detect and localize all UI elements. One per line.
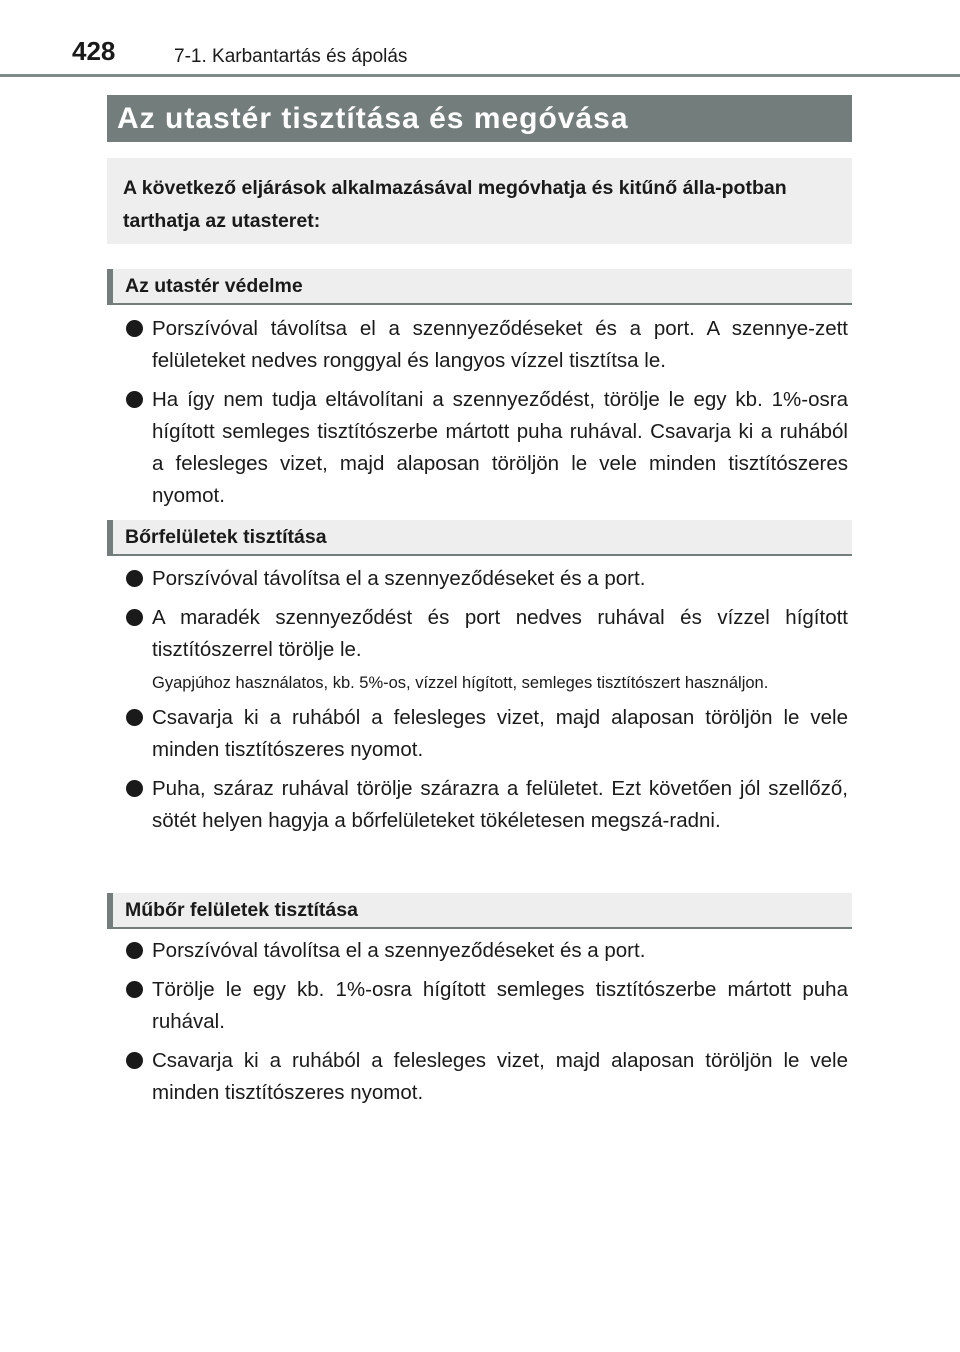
section-heading-text: Az utastér védelme [125, 274, 303, 297]
list-item [126, 602, 848, 666]
bullet-icon [126, 1052, 143, 1069]
list-item-text: Ha így nem tudja eltávolítani a szennyeződést, törölje le egy kb. 1%-osra hígított semleges tisztítószerbe mártott puha ruhával. Csavarja ki a ruhából a felesleges vizet, majd alaposan töröljön le vele minden tisztítószeres nyomot. [152, 388, 848, 507]
section-list-synthetic-leather [126, 935, 848, 1116]
section-heading-synthetic-leather [107, 893, 852, 929]
list-item-text: Csavarja ki a ruhából a felesleges vizet, majd alaposan töröljön le vele minden tisztítószeres nyomot. [152, 706, 848, 761]
list-item [126, 313, 848, 377]
intro-box [107, 158, 852, 244]
list-item [126, 1045, 848, 1109]
section-list-leather [126, 563, 848, 844]
list-item [126, 384, 848, 512]
page-title-bar [107, 95, 852, 142]
bullet-icon [126, 609, 143, 626]
bullet-icon [126, 709, 143, 726]
intro-text: A következő eljárások alkalmazásával megóvhatja és kitűnő álla-potban tarthatja az utasteret: [123, 177, 787, 232]
list-item [126, 974, 848, 1038]
bullet-icon [126, 942, 143, 959]
page-header [0, 0, 960, 80]
header-divider [0, 74, 960, 77]
list-item-text: A maradék szennyeződést és port nedves ruhával és vízzel hígított tisztítószerrel törölje le. [152, 606, 848, 661]
page-title: Az utastér tisztítása és megóvása [117, 101, 629, 135]
list-item [126, 702, 848, 766]
list-item-text: Porszívóval távolítsa el a szennyeződéseket és a port. [152, 567, 646, 590]
bullet-icon [126, 320, 143, 337]
list-item-text: Csavarja ki a ruhából a felesleges vizet, majd alaposan töröljön le vele minden tisztítószeres nyomot. [152, 1049, 848, 1104]
list-item-text: Puha, száraz ruhával törölje szárazra a felületet. Ezt követően jól szellőző, sötét helyen hagyja a bőrfelületeket tökéletesen megszá-radni. [152, 777, 848, 832]
section-heading-leather [107, 520, 852, 556]
section-list-protection [126, 313, 848, 519]
chapter-title: 7-1. Karbantartás és ápolás [174, 46, 408, 67]
section-heading-text: Bőrfelületek tisztítása [125, 525, 327, 548]
bullet-icon [126, 391, 143, 408]
page-number: 428 [72, 36, 116, 66]
list-item [126, 773, 848, 837]
list-item-text: Törölje le egy kb. 1%-osra hígított semleges tisztítószerbe mártott puha ruhával. [152, 978, 848, 1033]
list-item-text: Porszívóval távolítsa el a szennyeződéseket és a port. [152, 939, 646, 962]
list-item [126, 935, 848, 967]
bullet-icon [126, 780, 143, 797]
section-heading-text: Műbőr felületek tisztítása [125, 898, 358, 921]
bullet-icon [126, 570, 143, 587]
list-item [126, 563, 848, 595]
section-heading-protection [107, 269, 852, 305]
note-text: Gyapjúhoz használatos, kb. 5%-os, vízzel hígított, semleges tisztítószert használjon. [152, 674, 769, 692]
list-item-text: Porszívóval távolítsa el a szennyeződéseket és a port. A szennye-zett felületeket nedves ronggyal és langyos vízzel tisztítsa le. [152, 317, 848, 372]
bullet-icon [126, 981, 143, 998]
